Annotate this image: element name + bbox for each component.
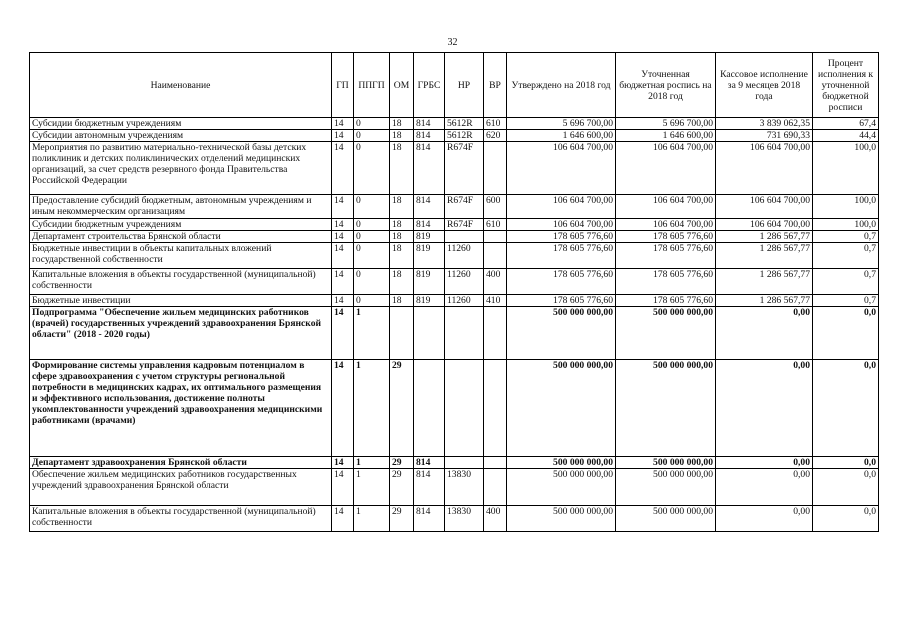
cell-cash: 1 286 567,77 bbox=[716, 231, 813, 243]
cell-om: 18 bbox=[390, 295, 414, 307]
header-grbs: ГРБС bbox=[414, 53, 445, 118]
cell-nr: R674F bbox=[445, 219, 484, 231]
cell-ppgp: 0 bbox=[354, 269, 390, 295]
cell-cash: 0,00 bbox=[716, 469, 813, 506]
table-row bbox=[30, 295, 879, 307]
cell-grbs: 814 bbox=[414, 195, 445, 219]
cell-vr bbox=[484, 360, 507, 457]
cell-ppgp: 1 bbox=[354, 506, 390, 532]
table-row bbox=[30, 195, 879, 219]
cell-vr: 610 bbox=[484, 118, 507, 130]
cell-grbs: 819 bbox=[414, 295, 445, 307]
table-row bbox=[30, 457, 879, 469]
cell-grbs: 814 bbox=[414, 506, 445, 532]
cell-ppgp: 0 bbox=[354, 142, 390, 195]
cell-vr: 410 bbox=[484, 295, 507, 307]
cell-name: Капитальные вложения в объекты государственной (муниципальной) собственности bbox=[30, 506, 332, 532]
cell-percent: 0,0 bbox=[813, 469, 879, 506]
cell-vr bbox=[484, 469, 507, 506]
cell-om: 29 bbox=[390, 360, 414, 457]
cell-nr: 11260 bbox=[445, 295, 484, 307]
cell-om: 29 bbox=[390, 506, 414, 532]
cell-vr bbox=[484, 457, 507, 469]
cell-name: Субсидии бюджетным учреждениям bbox=[30, 219, 332, 231]
cell-gp: 14 bbox=[332, 269, 354, 295]
cell-name: Бюджетные инвестиции bbox=[30, 295, 332, 307]
cell-gp: 14 bbox=[332, 469, 354, 506]
cell-vr: 610 bbox=[484, 219, 507, 231]
cell-nr: R674F bbox=[445, 195, 484, 219]
cell-name: Департамент строительства Брянской области bbox=[30, 231, 332, 243]
table-row bbox=[30, 118, 879, 130]
cell-ppgp: 0 bbox=[354, 219, 390, 231]
table-row bbox=[30, 469, 879, 506]
cell-ppgp: 0 bbox=[354, 118, 390, 130]
cell-approved: 500 000 000,00 bbox=[507, 469, 616, 506]
cell-nr: 5612R bbox=[445, 118, 484, 130]
cell-om: 18 bbox=[390, 269, 414, 295]
cell-vr: 400 bbox=[484, 269, 507, 295]
cell-percent: 0,7 bbox=[813, 269, 879, 295]
cell-approved: 5 696 700,00 bbox=[507, 118, 616, 130]
table-row bbox=[30, 130, 879, 142]
cell-gp: 14 bbox=[332, 219, 354, 231]
cell-nr: R674F bbox=[445, 142, 484, 195]
header-ppgp: ППГП bbox=[354, 53, 390, 118]
header-om: ОМ bbox=[390, 53, 414, 118]
cell-ppgp: 1 bbox=[354, 360, 390, 457]
header-name: Наименование bbox=[30, 53, 332, 118]
cell-gp: 14 bbox=[332, 243, 354, 269]
cell-vr bbox=[484, 231, 507, 243]
cell-refined: 106 604 700,00 bbox=[616, 195, 716, 219]
cell-percent: 0,0 bbox=[813, 457, 879, 469]
table-row bbox=[30, 360, 879, 457]
cell-name: Субсидии бюджетным учреждениям bbox=[30, 118, 332, 130]
cell-name: Мероприятия по развитию материально-технической базы детских поликлиник и детских поликлинических отделений медицинских организаций, за счет средств резервного фонда Правительства Российской Федерации bbox=[30, 142, 332, 195]
cell-percent: 67,4 bbox=[813, 118, 879, 130]
cell-cash: 0,00 bbox=[716, 457, 813, 469]
cell-approved: 178 605 776,60 bbox=[507, 295, 616, 307]
cell-approved: 500 000 000,00 bbox=[507, 360, 616, 457]
cell-cash: 1 286 567,77 bbox=[716, 269, 813, 295]
cell-om: 18 bbox=[390, 195, 414, 219]
cell-cash: 731 690,33 bbox=[716, 130, 813, 142]
cell-grbs: 814 bbox=[414, 457, 445, 469]
cell-percent: 100,0 bbox=[813, 219, 879, 231]
cell-refined: 500 000 000,00 bbox=[616, 457, 716, 469]
header-cash: Кассовое исполнение за 9 месяцев 2018 года bbox=[716, 53, 813, 118]
cell-percent: 100,0 bbox=[813, 142, 879, 195]
cell-ppgp: 0 bbox=[354, 130, 390, 142]
cell-om: 29 bbox=[390, 469, 414, 506]
cell-refined: 106 604 700,00 bbox=[616, 142, 716, 195]
cell-refined: 178 605 776,60 bbox=[616, 269, 716, 295]
cell-approved: 1 646 600,00 bbox=[507, 130, 616, 142]
cell-om: 18 bbox=[390, 130, 414, 142]
cell-grbs: 814 bbox=[414, 130, 445, 142]
cell-name: Формирование системы управления кадровым потенциалом в сфере здравоохранения с учетом структуры региональной потребности в медицинских кадрах, их оптимального размещения и эффективного использования, достижение полноты укомплектованности учреждений здравоохранения медицинскими работниками (врачами) bbox=[30, 360, 332, 457]
cell-om bbox=[390, 307, 414, 360]
cell-grbs: 819 bbox=[414, 231, 445, 243]
cell-refined: 500 000 000,00 bbox=[616, 307, 716, 360]
cell-gp: 14 bbox=[332, 195, 354, 219]
header-gp: ГП bbox=[332, 53, 354, 118]
cell-percent: 0,7 bbox=[813, 231, 879, 243]
cell-gp: 14 bbox=[332, 118, 354, 130]
cell-vr: 600 bbox=[484, 195, 507, 219]
cell-ppgp: 1 bbox=[354, 457, 390, 469]
header-refined: Уточненная бюджетная роспись на 2018 год bbox=[616, 53, 716, 118]
cell-grbs: 814 bbox=[414, 469, 445, 506]
cell-grbs: 819 bbox=[414, 243, 445, 269]
cell-om: 18 bbox=[390, 118, 414, 130]
cell-name: Капитальные вложения в объекты государственной (муниципальной) собственности bbox=[30, 269, 332, 295]
cell-nr: 11260 bbox=[445, 243, 484, 269]
cell-grbs: 814 bbox=[414, 219, 445, 231]
cell-percent: 0,0 bbox=[813, 506, 879, 532]
cell-nr bbox=[445, 457, 484, 469]
cell-vr bbox=[484, 307, 507, 360]
cell-nr bbox=[445, 307, 484, 360]
cell-cash: 3 839 062,35 bbox=[716, 118, 813, 130]
cell-om: 18 bbox=[390, 243, 414, 269]
cell-refined: 106 604 700,00 bbox=[616, 219, 716, 231]
cell-refined: 178 605 776,60 bbox=[616, 295, 716, 307]
cell-gp: 14 bbox=[332, 360, 354, 457]
cell-gp: 14 bbox=[332, 506, 354, 532]
cell-name: Департамент здравоохранения Брянской области bbox=[30, 457, 332, 469]
cell-percent: 0,7 bbox=[813, 295, 879, 307]
cell-approved: 500 000 000,00 bbox=[507, 506, 616, 532]
cell-grbs: 819 bbox=[414, 269, 445, 295]
cell-name: Бюджетные инвестиции в объекты капитальных вложений государственной собственности bbox=[30, 243, 332, 269]
cell-ppgp: 0 bbox=[354, 195, 390, 219]
cell-approved: 106 604 700,00 bbox=[507, 195, 616, 219]
cell-approved: 500 000 000,00 bbox=[507, 457, 616, 469]
table-row bbox=[30, 307, 879, 360]
cell-cash: 106 604 700,00 bbox=[716, 195, 813, 219]
cell-refined: 178 605 776,60 bbox=[616, 231, 716, 243]
cell-cash: 1 286 567,77 bbox=[716, 295, 813, 307]
table-row bbox=[30, 142, 879, 195]
header-row bbox=[30, 53, 879, 118]
table-row bbox=[30, 506, 879, 532]
header-nr: НР bbox=[445, 53, 484, 118]
cell-cash: 106 604 700,00 bbox=[716, 219, 813, 231]
budget-table bbox=[29, 52, 879, 532]
cell-percent: 0,0 bbox=[813, 307, 879, 360]
cell-cash: 0,00 bbox=[716, 506, 813, 532]
cell-om: 18 bbox=[390, 142, 414, 195]
cell-cash: 1 286 567,77 bbox=[716, 243, 813, 269]
cell-gp: 14 bbox=[332, 295, 354, 307]
cell-gp: 14 bbox=[332, 142, 354, 195]
cell-refined: 1 646 600,00 bbox=[616, 130, 716, 142]
cell-nr: 5612R bbox=[445, 130, 484, 142]
cell-refined: 500 000 000,00 bbox=[616, 360, 716, 457]
cell-om: 18 bbox=[390, 219, 414, 231]
table-row bbox=[30, 269, 879, 295]
header-vr: ВР bbox=[484, 53, 507, 118]
table-row bbox=[30, 231, 879, 243]
cell-nr: 13830 bbox=[445, 469, 484, 506]
cell-name: Подпрограмма "Обеспечение жильем медицинских работников (врачей) государственных учреждений здравоохранения Брянской области" (2018 - 2020 годы) bbox=[30, 307, 332, 360]
table-row bbox=[30, 243, 879, 269]
cell-nr: 11260 bbox=[445, 269, 484, 295]
cell-refined: 178 605 776,60 bbox=[616, 243, 716, 269]
cell-percent: 100,0 bbox=[813, 195, 879, 219]
cell-name: Предоставление субсидий бюджетным, автономным учреждениям и иным некоммерческим организациям bbox=[30, 195, 332, 219]
cell-cash: 0,00 bbox=[716, 360, 813, 457]
cell-approved: 500 000 000,00 bbox=[507, 307, 616, 360]
cell-approved: 178 605 776,60 bbox=[507, 243, 616, 269]
cell-refined: 5 696 700,00 bbox=[616, 118, 716, 130]
cell-approved: 178 605 776,60 bbox=[507, 269, 616, 295]
cell-percent: 0,7 bbox=[813, 243, 879, 269]
cell-vr: 400 bbox=[484, 506, 507, 532]
table-row bbox=[30, 219, 879, 231]
header-approved: Утверждено на 2018 год bbox=[507, 53, 616, 118]
cell-nr bbox=[445, 360, 484, 457]
cell-grbs bbox=[414, 307, 445, 360]
cell-ppgp: 1 bbox=[354, 469, 390, 506]
cell-cash: 106 604 700,00 bbox=[716, 142, 813, 195]
cell-name: Субсидии автономным учреждениям bbox=[30, 130, 332, 142]
cell-refined: 500 000 000,00 bbox=[616, 506, 716, 532]
cell-approved: 178 605 776,60 bbox=[507, 231, 616, 243]
cell-approved: 106 604 700,00 bbox=[507, 219, 616, 231]
cell-percent: 44,4 bbox=[813, 130, 879, 142]
cell-gp: 14 bbox=[332, 307, 354, 360]
cell-grbs bbox=[414, 360, 445, 457]
page-number: 32 bbox=[447, 37, 458, 48]
cell-om: 18 bbox=[390, 231, 414, 243]
cell-vr bbox=[484, 142, 507, 195]
cell-ppgp: 0 bbox=[354, 243, 390, 269]
header-percent: Процент исполнения к уточненной бюджетной росписи bbox=[813, 53, 879, 118]
cell-gp: 14 bbox=[332, 130, 354, 142]
cell-name: Обеспечение жильем медицинских работников государственных учреждений здравоохранения Брянской области bbox=[30, 469, 332, 506]
cell-vr bbox=[484, 243, 507, 269]
cell-ppgp: 0 bbox=[354, 231, 390, 243]
cell-om: 29 bbox=[390, 457, 414, 469]
cell-nr bbox=[445, 231, 484, 243]
cell-ppgp: 0 bbox=[354, 295, 390, 307]
cell-nr: 13830 bbox=[445, 506, 484, 532]
cell-ppgp: 1 bbox=[354, 307, 390, 360]
cell-grbs: 814 bbox=[414, 118, 445, 130]
cell-percent: 0,0 bbox=[813, 360, 879, 457]
cell-gp: 14 bbox=[332, 457, 354, 469]
cell-gp: 14 bbox=[332, 231, 354, 243]
cell-cash: 0,00 bbox=[716, 307, 813, 360]
cell-vr: 620 bbox=[484, 130, 507, 142]
cell-refined: 500 000 000,00 bbox=[616, 469, 716, 506]
cell-grbs: 814 bbox=[414, 142, 445, 195]
cell-approved: 106 604 700,00 bbox=[507, 142, 616, 195]
